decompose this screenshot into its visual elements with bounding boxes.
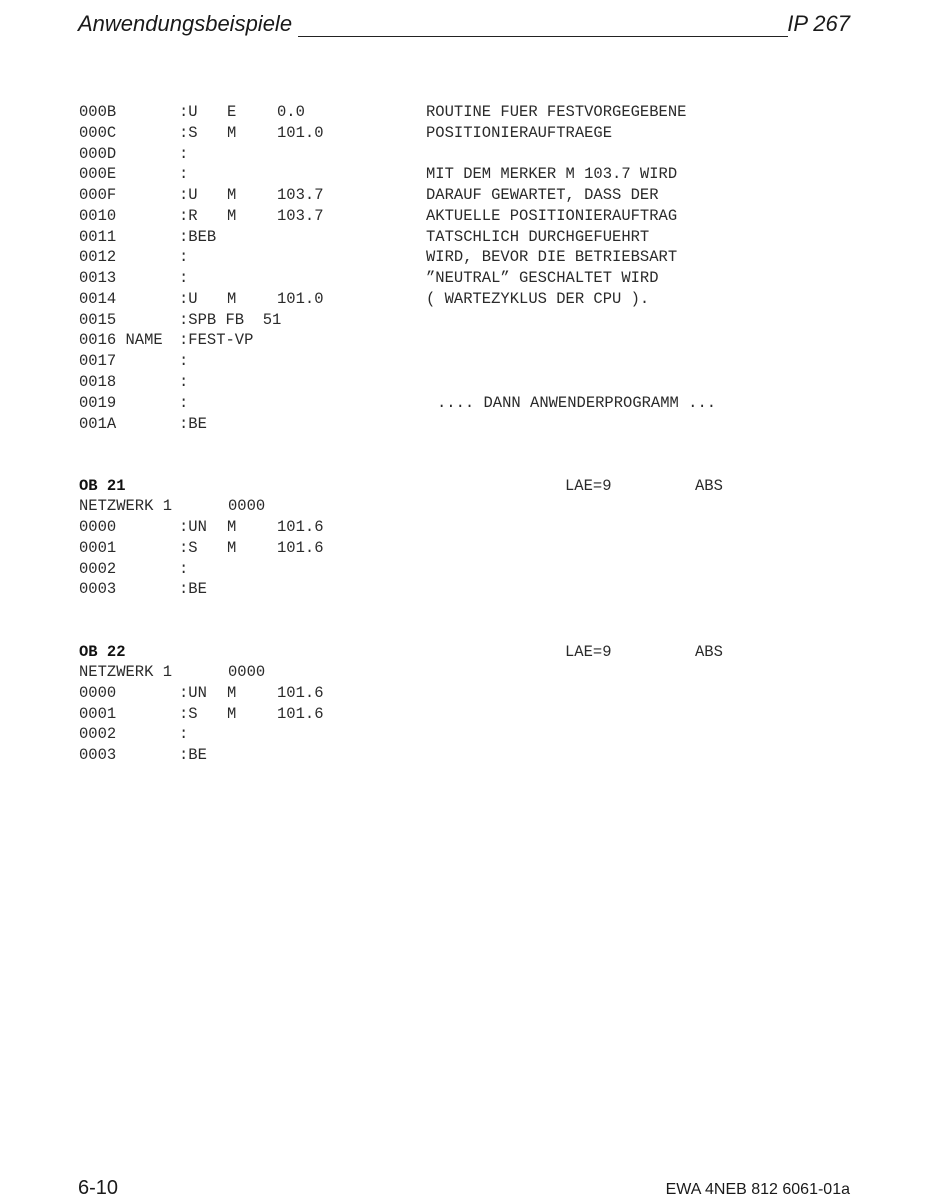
- netzwerk-label: NETZWERK 1: [79, 497, 173, 515]
- block-lae: LAE=9: [565, 477, 612, 495]
- block-title: OB 21: [79, 477, 126, 495]
- code-comment: AKTUELLE POSITIONIERAUFTRAG: [426, 207, 678, 225]
- ob21-block: OB 21 LAE=9 ABS NETZWERK 1 0000 0000 :UN M 101.6 0001 :S M 101.6 0002 : 0003 :BE: [79, 477, 723, 598]
- code-comment: POSITIONIERAUFTRAEGE: [426, 124, 613, 142]
- page-header: [78, 9, 850, 41]
- block-abs: ABS: [695, 477, 723, 495]
- block-lae: LAE=9: [565, 643, 612, 661]
- code-comment: WIRD, BEVOR DIE BETRIEBSART: [426, 248, 678, 266]
- header-rule: [298, 36, 788, 37]
- netzwerk-number: 0000: [228, 663, 266, 681]
- netzwerk-label: NETZWERK 1: [79, 663, 173, 681]
- code-comment: ”NEUTRAL” GESCHALTET WIRD: [426, 269, 659, 287]
- ob22-block: OB 22 LAE=9 ABS NETZWERK 1 0000 0000 :UN M 101.6 0001 :S M 101.6 0002 : 0003 :BE: [79, 643, 723, 764]
- code-comment: DARAUF GEWARTET, DASS DER: [426, 186, 659, 204]
- section-title: Anwendungsbeispiele: [78, 11, 293, 36]
- code-comment: ROUTINE FUER FESTVORGEGEBENE: [426, 103, 687, 121]
- code-comment: MIT DEM MERKER M 103.7 WIRD: [426, 165, 678, 183]
- code-comment: TATSCHLICH DURCHGEFUEHRT: [426, 228, 650, 246]
- block-title: OB 22: [79, 643, 126, 661]
- product-label: IP 267: [787, 11, 850, 36]
- code-comment: ( WARTEZYKLUS DER CPU ).: [426, 290, 650, 308]
- block-abs: ABS: [695, 643, 723, 661]
- code-comment: .... DANN ANWENDERPROGRAMM ...: [437, 394, 717, 412]
- netzwerk-number: 0000: [228, 497, 266, 515]
- document-id: EWA 4NEB 812 6061-01a: [665, 1181, 850, 1198]
- stl-listing: 000B :U E 0.0 000C :S M 101.0 000D : 000E : 000F :U M 103.7 0010 :R M 103.7 0011 :BEB 0012 : 0013 : 0014 :U M 101.0 0015 :SPB FB 51 0016 NAME :FEST-VP 0017 : 0018 : 0019 : 001A :BE ROUTINE FUER FESTVORGEGEBENE POSITIONIERAUFTRAEGE MIT DEM MERKER M 103.7 WIRD DARAUF GEWARTET, DASS DER AKTUELLE POSITIONIERAUFTRAG TATSCHLICH DURCHGEFUEHRT WIRD, BEVOR DIE BETRIEBSART ”NEUTRAL” GESCHALTET WIRD ( WARTEZYKLUS DER CPU ). .... DANN ANWENDERPROGRAMM ...: [79, 103, 717, 433]
- page-number: 6-10: [78, 1177, 119, 1199]
